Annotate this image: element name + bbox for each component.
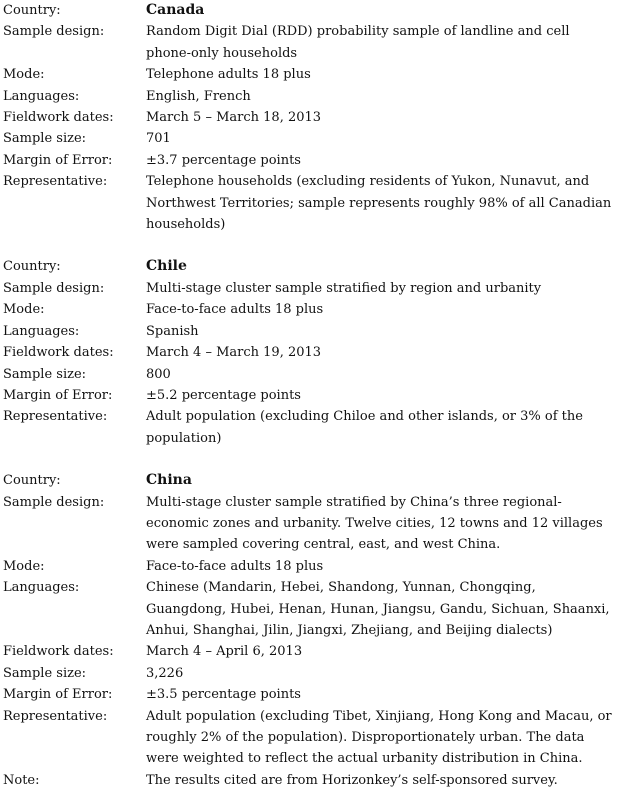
label-languages: Languages: xyxy=(3,88,80,104)
value-mode: Telephone adults 18 plus xyxy=(146,67,311,83)
row-note xyxy=(3,770,620,791)
row-sample-design xyxy=(3,21,620,64)
value-mode: Face-to-face adults 18 plus xyxy=(146,558,324,574)
label-sample-design: Sample design: xyxy=(3,280,105,296)
row-sample-size xyxy=(3,364,620,385)
row-country xyxy=(3,0,620,21)
value-sample-design: Multi-stage cluster sample stratified by region and urbanity xyxy=(146,280,542,296)
country-block-canada xyxy=(3,0,620,235)
row-country xyxy=(3,470,620,491)
value-sample-design: Random Digit Dial (RDD) probability sample of landline and cell phone-only households xyxy=(146,24,570,61)
label-representative: Representative: xyxy=(3,708,108,724)
label-fieldwork-dates: Fieldwork dates: xyxy=(3,110,114,126)
row-mode xyxy=(3,299,620,320)
row-languages xyxy=(3,86,620,107)
value-margin-of-error: ±3.7 percentage points xyxy=(146,152,301,168)
label-margin-of-error: Margin of Error: xyxy=(3,687,113,703)
row-mode xyxy=(3,64,620,85)
row-fieldwork-dates xyxy=(3,107,620,128)
row-sample-design xyxy=(3,278,620,299)
label-margin-of-error: Margin of Error: xyxy=(3,152,113,168)
value-representative: Adult population (excluding Tibet, Xinjiang, Hong Kong and Macau, or roughly 2% of the population). Disproportionately urban. The data were weighted to reflect the actual urbanity distribution in China. xyxy=(146,708,612,767)
value-languages: Spanish xyxy=(146,323,199,339)
label-mode: Mode: xyxy=(3,302,45,318)
row-sample-size xyxy=(3,663,620,684)
label-margin-of-error: Margin of Error: xyxy=(3,387,113,403)
label-sample-size: Sample size: xyxy=(3,366,87,382)
value-sample-design: Multi-stage cluster sample stratified by China’s three regional-economic zones and urbanity. Twelve cities, 12 towns and 12 villages were sampled covering central, east, and west China. xyxy=(146,494,603,553)
country-name: Canada xyxy=(146,2,205,18)
row-representative xyxy=(3,171,620,235)
row-fieldwork-dates xyxy=(3,641,620,662)
label-representative: Representative: xyxy=(3,174,108,190)
value-languages: Chinese (Mandarin, Hebei, Shandong, Yunnan, Chongqing, Guangdong, Hubei, Henan, Hunan, Jiangsu, Gandu, Sichuan, Shaanxi, Anhui, Shanghai, Jilin, Jiangxi, Zhejiang, and Beijing dialects) xyxy=(146,580,610,638)
value-languages: English, French xyxy=(146,88,251,104)
label-sample-size: Sample size: xyxy=(3,665,87,681)
row-country xyxy=(3,256,620,277)
row-fieldwork-dates xyxy=(3,342,620,363)
value-margin-of-error: ±3.5 percentage points xyxy=(146,687,301,703)
row-sample-size xyxy=(3,128,620,149)
label-country: Country: xyxy=(3,259,61,275)
label-country: Country: xyxy=(3,3,61,18)
value-sample-size: 701 xyxy=(146,131,171,147)
value-margin-of-error: ±5.2 percentage points xyxy=(146,387,301,403)
label-languages: Languages: xyxy=(3,323,80,339)
country-name: Chile xyxy=(146,258,187,275)
value-representative: Telephone households (excluding residents of Yukon, Nunavut, and Northwest Territories; sample represents roughly 98% of all Canadian households) xyxy=(146,174,612,233)
row-margin-of-error xyxy=(3,385,620,406)
value-sample-size: 800 xyxy=(146,366,171,382)
value-fieldwork-dates: March 4 – April 6, 2013 xyxy=(146,644,303,660)
label-mode: Mode: xyxy=(3,558,45,574)
label-sample-design: Sample design: xyxy=(3,24,105,40)
value-sample-size: 3,226 xyxy=(146,665,184,681)
label-representative: Representative: xyxy=(3,409,108,425)
country-block-china xyxy=(3,470,620,791)
row-sample-design xyxy=(3,492,620,556)
label-fieldwork-dates: Fieldwork dates: xyxy=(3,345,114,361)
value-mode: Face-to-face adults 18 plus xyxy=(146,302,324,318)
row-languages xyxy=(3,577,620,641)
value-fieldwork-dates: March 5 – March 18, 2013 xyxy=(146,110,322,126)
row-mode xyxy=(3,556,620,577)
value-note: The results cited are from Horizonkey’s self-sponsored survey. xyxy=(146,772,558,788)
label-country: Country: xyxy=(3,473,61,489)
label-note: Note: xyxy=(3,772,40,788)
label-fieldwork-dates: Fieldwork dates: xyxy=(3,644,114,660)
row-representative xyxy=(3,406,620,449)
label-sample-design: Sample design: xyxy=(3,494,105,510)
label-mode: Mode: xyxy=(3,67,45,83)
value-representative: Adult population (excluding Chiloe and other islands, or 3% of the population) xyxy=(146,409,583,446)
row-representative xyxy=(3,706,620,770)
value-fieldwork-dates: March 4 – March 19, 2013 xyxy=(146,345,322,361)
label-languages: Languages: xyxy=(3,580,80,596)
country-name: China xyxy=(146,472,192,489)
label-sample-size: Sample size: xyxy=(3,131,87,147)
row-languages xyxy=(3,321,620,342)
row-margin-of-error xyxy=(3,150,620,171)
country-block-chile xyxy=(3,256,620,449)
row-margin-of-error xyxy=(3,684,620,705)
